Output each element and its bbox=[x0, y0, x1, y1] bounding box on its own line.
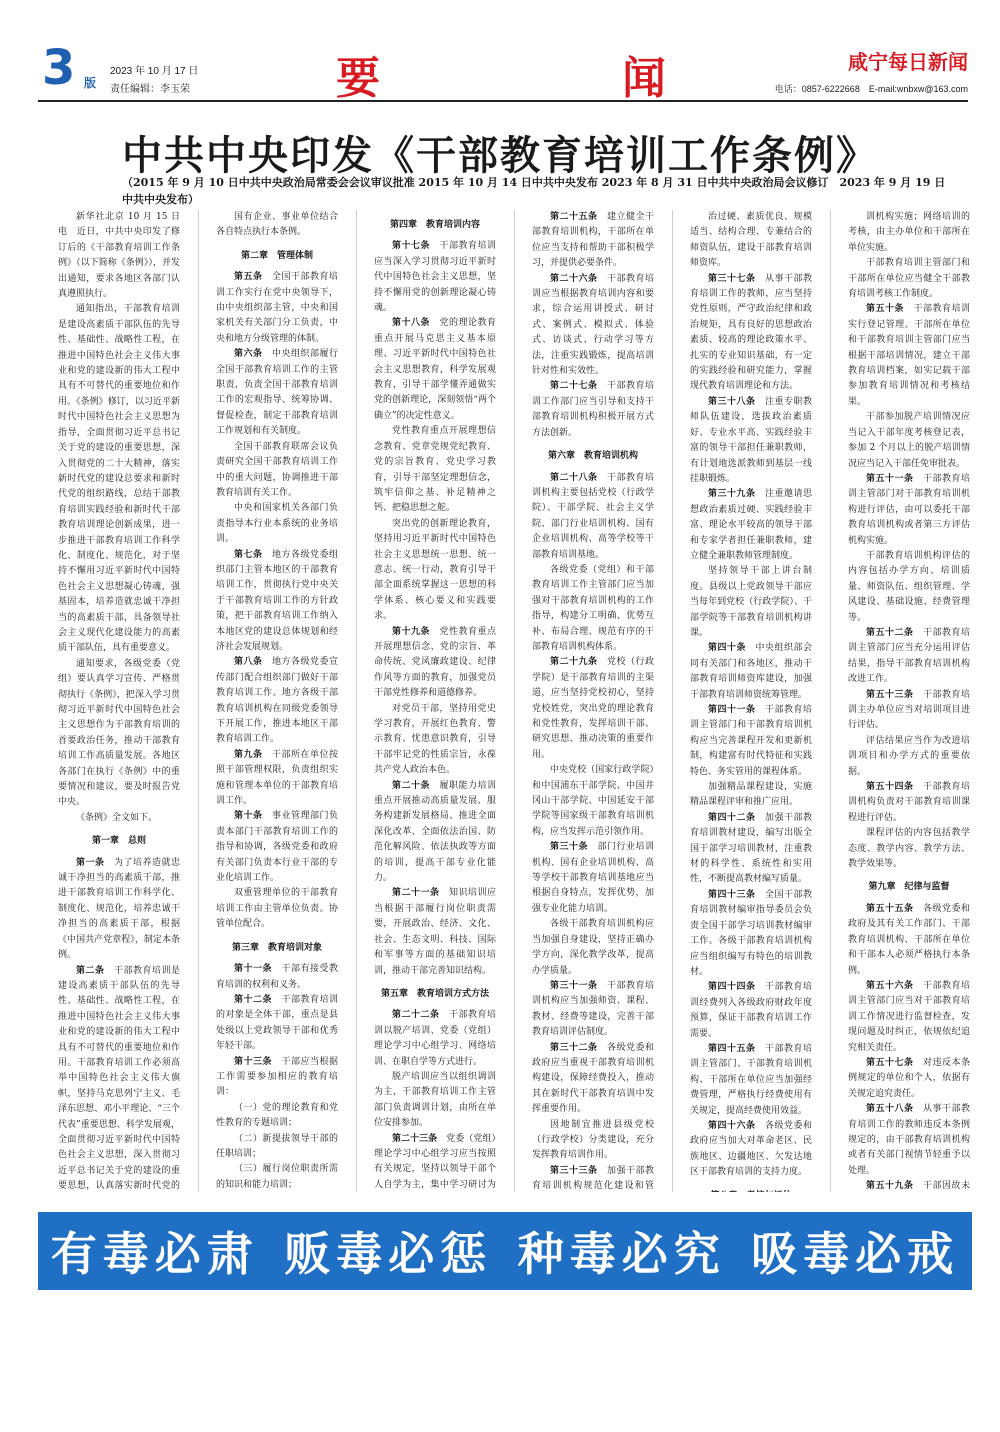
article-number: 第四十三条 bbox=[708, 889, 756, 900]
paragraph-text: 党性教育重点开展理想信念教育、党章党规党纪教育、党的宗旨教育、党史学习教育，引导干部坚定理想信念，筑牢信仰之基、补足精神之钙、把稳思想之舵。 bbox=[374, 426, 496, 514]
paragraph-text: 通知指出，干部教育培训是建设高素质干部队伍的先导性、基础性、战略性工程，在推进中国特色社会主义伟大事业和党的建设新的伟大工程中具有不可替代的重要地位和作用。《条例》修订，以习近平新时代中国特色社会主义思想为指导，全面贯彻习近平总书记关于党的建设的重要思想，深入贯彻党的二十大精神，落实新时代党的建设总要求和新时代党的组织路线，总结干部教育培训实践经验和新时代干部教育培训理论创新成果，进一步推进干部教育培训工作科学化、制度化、规范化，对于坚持不懈用习近平新时代中国特色社会主义思想凝心铸魂，强基固本，培养造就忠诚干净担当的高素质干部，具备领导社会主义现代化建设能力的高素质干部队伍，具有重要意义。 bbox=[58, 304, 180, 654]
paragraph-text: 各级党委（党组）和干部教育培训工作主管部门应当加强对干部教育培训机构的工作指导，构建分工明确、优势互补、布局合理、规范有序的干部教育培训机构体系。 bbox=[532, 564, 654, 652]
chapter-heading: 第五章 教育培训方式方法 bbox=[380, 988, 489, 999]
chapter-heading: 第九章 纪律与监督 bbox=[868, 882, 950, 893]
article-paragraph bbox=[374, 239, 496, 316]
article-paragraph bbox=[532, 763, 654, 840]
article-column bbox=[848, 210, 970, 1192]
article-paragraph bbox=[58, 657, 180, 811]
article-paragraph bbox=[532, 1118, 654, 1164]
paragraph-text: 中央组织部履行全国干部教育培训工作的主管职责，负责全国干部教育培训工作的宏观指导、统筹协调、督促检查，制定干部教育培训工作规划和有关制度。 bbox=[216, 349, 338, 437]
article-number: 第二十八条 bbox=[550, 472, 598, 483]
paragraph-text: 事业管理部门负责本部门干部教育培训工作的指导和协调，各级党委和政府有关部门负责本行业干部的专业化培训工作。 bbox=[216, 811, 338, 884]
article-number: 第十二条 bbox=[234, 994, 272, 1005]
article-paragraph bbox=[58, 856, 180, 964]
paragraph-text: 全国干部教育培训教材编审指导委员会负责全国干部学习培训教材编审工作。各级干部教育培训机构应当组织编写有特色的培训教材。 bbox=[690, 889, 812, 977]
article-paragraph bbox=[374, 779, 496, 887]
article-paragraph bbox=[216, 440, 338, 502]
paragraph-text: 评估结果应当作为改进培训项目和办学方式的重要依据。 bbox=[848, 735, 970, 777]
article-paragraph bbox=[848, 626, 970, 688]
paragraph-text: 干部教育培训经费列入各级政府财政年度预算，保证干部教育培训工作需要。 bbox=[690, 982, 812, 1039]
article-paragraph bbox=[216, 210, 338, 241]
newspaper-name: 咸宁每日新闻 bbox=[848, 50, 968, 74]
article-paragraph bbox=[216, 1132, 338, 1163]
article-paragraph bbox=[58, 302, 180, 656]
article-paragraph bbox=[690, 395, 812, 487]
article-number: 第十一条 bbox=[234, 964, 272, 975]
paragraph-text: 干部应当根据工作需要参加相应的教育培训： bbox=[216, 1056, 338, 1098]
article-paragraph bbox=[532, 655, 654, 763]
paragraph-text: 干部教育培训机构应当加强师资、课程、教材、经费等建设，完善干部教育培训评估制度。 bbox=[532, 980, 654, 1038]
article-number: 第八条 bbox=[234, 657, 263, 668]
article-paragraph bbox=[216, 748, 338, 810]
paragraph-text: 中央党校（国家行政学院）和中国浦东干部学院、中国井冈山干部学院、中国延安干部学院等国家级干部教育培训机构，应当发挥示范引领作用。 bbox=[532, 765, 654, 837]
slogan-phrase-4: 吸毒必戒 bbox=[751, 1227, 960, 1281]
article-number: 第二十九条 bbox=[550, 657, 598, 668]
paragraph-text: 干部所在单位按照干部管理权限，负责组织实施和管理本单位的干部教育培训工作。 bbox=[216, 749, 338, 807]
paragraph-text: 党校（行政学院）是干部教育培训的主渠道，应当坚持党校初心，坚持党校姓党，突出党的理论教育和党性教育，发挥培训干部、研究思想、推动决策的重要作用。 bbox=[532, 657, 654, 760]
article-paragraph bbox=[532, 471, 654, 563]
paragraph-text: 新华社北京 10 月 15 日电 近日，中共中央印发了修订后的《干部教育培训工作条例》（以下简称《条例》），并发出通知，要求各地区各部门认真遵照执行。 bbox=[58, 212, 180, 300]
paragraph-text: 各级党委和政府应当加大对革命老区、民族地区、边疆地区、欠发达地区干部教育培训的支持力度。 bbox=[690, 1120, 812, 1178]
paragraph-text: 干部教育培训工作部门应当引导和支持干部教育培训机构积极开展方式方法创新。 bbox=[532, 381, 654, 438]
masthead-divider bbox=[38, 100, 968, 102]
article-paragraph bbox=[216, 548, 338, 656]
article-paragraph bbox=[848, 256, 970, 302]
article-body bbox=[58, 210, 970, 1192]
paragraph-text: 中央组织部会同有关部门和各地区，推动干部教育培训师资库建设，加强干部教育培训师资统筹管理。 bbox=[690, 643, 812, 700]
article-paragraph bbox=[532, 272, 654, 380]
chapter-heading: 第三章 教育培训对象 bbox=[231, 942, 322, 953]
paragraph-text: （二）新提拔领导干部的任职培训； bbox=[216, 1133, 338, 1159]
article-paragraph bbox=[216, 993, 338, 1055]
article-paragraph bbox=[690, 272, 812, 395]
paragraph-text: 干部教育培训实行登记管理。干部所在单位和干部教育培训主管部门应当根据干部培训情况，建立干部教育培训档案，如实记载干部参加教育培训情况和考核结果。 bbox=[848, 304, 970, 407]
article-paragraph bbox=[216, 1055, 338, 1101]
article-paragraph bbox=[216, 347, 338, 439]
paragraph-text: 全国干部教育联席会议负责研究全国干部教育培训工作中的重大问题，协调推进干部教育培训有关工作。 bbox=[216, 441, 338, 498]
article-paragraph bbox=[848, 1056, 970, 1102]
article-paragraph bbox=[58, 964, 180, 1193]
paragraph-text: 坚持领导干部上讲台制度。县级以上党政领导干部应当每年到党校（行政学院）、干部学院等干部教育培训机构讲课。 bbox=[690, 566, 812, 638]
paragraph-text: 双重管理单位的干部教育培训工作由主管单位负责。协管单位配合。 bbox=[216, 888, 338, 930]
paragraph-text: 干部教育培训主管部门、干部教育培训机构、干部所在单位应当加强经费管理，严格执行经费使用有关规定，提高经费使用效益。 bbox=[690, 1043, 812, 1116]
article-paragraph bbox=[690, 888, 812, 980]
paragraph-text: 课程评估的内容包括教学态度、教学内容、教学方法、教学效果等。 bbox=[848, 828, 970, 870]
article-number: 第九条 bbox=[234, 749, 263, 760]
article-paragraph bbox=[216, 270, 338, 347]
article-number: 第五十二条 bbox=[866, 627, 914, 638]
paragraph-text: 加强干部教育培训教材建设，编写出版全国干部学习培训教材，注重教材的科学性、系统性和实用性，不断提高教材编写质量。 bbox=[690, 812, 812, 885]
article-paragraph bbox=[848, 210, 970, 256]
article-number: 第四十条 bbox=[708, 643, 746, 654]
paragraph-text: 因地制宜推进县级党校（行政学校）分类建设，充分发挥教育培训作用。 bbox=[532, 1119, 654, 1161]
paragraph-text: 《条例》全文如下。 bbox=[76, 812, 158, 823]
paragraph-text: 干部教育培训主管部门应当对干部教育培训工作情况进行监督检查，发现问题及时纠正，依规依纪追究相关责任。 bbox=[848, 980, 970, 1053]
page-suffix: 版 bbox=[84, 76, 97, 90]
article-number: 第五十四条 bbox=[866, 782, 914, 793]
article-paragraph bbox=[848, 302, 970, 410]
article-paragraph bbox=[690, 780, 812, 811]
article-number: 第十条 bbox=[234, 811, 263, 822]
article-paragraph bbox=[532, 1041, 654, 1118]
article-paragraph bbox=[216, 501, 338, 547]
article-number: 第五十条 bbox=[866, 304, 904, 315]
article-paragraph bbox=[848, 1102, 970, 1179]
paragraph-text: （一）党的理论教育和党性教育的专题培训； bbox=[216, 1102, 338, 1129]
chapter-heading: 第四章 教育培训内容 bbox=[389, 220, 480, 230]
article-number: 第五十五条 bbox=[866, 903, 914, 914]
article-number: 第七条 bbox=[234, 549, 263, 560]
paragraph-text: 地方各级党委组织部门主管本地区的干部教育培训工作，贯彻执行党中央关于干部教育培训工作的方针政策，把干部教育培训工作纳入本地区党的建设总体规划和经济社会发展规划。 bbox=[216, 549, 338, 652]
article-column bbox=[532, 210, 654, 1192]
section-title bbox=[336, 42, 666, 106]
article-paragraph bbox=[690, 210, 812, 272]
paragraph-text: 干部教育培训的对象是全体干部，重点是县处级以上党政领导干部和优秀年轻干部。 bbox=[216, 994, 338, 1052]
anti-drug-slogan-banner bbox=[38, 1212, 972, 1290]
article-paragraph bbox=[374, 625, 496, 702]
paragraph-text: 各级党委和政府及其有关工作部门、干部教育培训机构、干部所在单位和干部本人必须严格执行本条例。 bbox=[848, 903, 970, 976]
column-divider bbox=[514, 210, 515, 1192]
article-number: 第二十五条 bbox=[550, 212, 598, 222]
paragraph-text: 干部教育培训主管部门应当充分运用评估结果，指导干部教育培训机构改进工作。 bbox=[848, 627, 970, 685]
article-number: 第三十条 bbox=[550, 842, 588, 853]
paragraph-text: 中央和国家机关各部门负责指导本行业本系统的业务培训。 bbox=[216, 503, 338, 545]
article-paragraph bbox=[690, 1042, 812, 1119]
article-number: 第五十七条 bbox=[866, 1057, 914, 1068]
article-paragraph bbox=[690, 703, 812, 780]
article-paragraph bbox=[690, 1119, 812, 1181]
article-number: 第三十一条 bbox=[550, 980, 598, 991]
article-paragraph bbox=[532, 1164, 654, 1192]
article-number: 第二十六条 bbox=[550, 273, 598, 284]
paragraph-text: （三）履行岗位职责所需的知识和能力培训； bbox=[216, 1164, 338, 1190]
article-number: 第二十三条 bbox=[392, 1133, 438, 1144]
article-paragraph bbox=[216, 886, 338, 932]
article-number: 第五十六条 bbox=[866, 980, 914, 991]
article-number: 第四十二条 bbox=[708, 812, 756, 823]
paragraph-text: 建立健全干部教育培训机构，干部所在单位应当支持和帮助干部积极学习，并提供必要条件。 bbox=[532, 212, 654, 269]
article-paragraph bbox=[532, 840, 654, 917]
article-number: 第四十一条 bbox=[708, 705, 756, 715]
article-number: 第二十一条 bbox=[392, 888, 440, 899]
paragraph-text: 干部因故未 bbox=[922, 1181, 970, 1192]
article-paragraph bbox=[374, 702, 496, 779]
paragraph-text: 履职能力培训重点开展推动高质量发展、服务构建新发展格局、推进全面深化改革、全面依法治国、防范化解风险、依法执政等方面的培训，提高干部专业化能力。 bbox=[374, 780, 496, 884]
paragraph-text: 干部教育培训主管部门对干部教育培训机构进行评估，由可以委托干部教育培训机构或者第三方评估机构实施。 bbox=[848, 473, 970, 546]
article-paragraph bbox=[532, 917, 654, 979]
article-number: 第五十八条 bbox=[866, 1104, 914, 1115]
paragraph-text: 脱产培训应当以组织调训为主，干部教育培训工作主管部门负责调训计划，由所在单位安排参加。 bbox=[374, 1071, 496, 1129]
article-number: 第二十七条 bbox=[550, 381, 598, 392]
article-number: 第三十八条 bbox=[708, 396, 756, 407]
article-paragraph bbox=[690, 980, 812, 1042]
paragraph-text: 干部教育培训是建设高素质干部队伍的先导性、基础性、战略性工程，在推进中国特色社会主义伟大事业和党的建设新的伟大工程中具有不可替代的重要地位和作用。干部教育培训工作必须高举中国特色社会主义伟大旗帜，坚持马克思列宁主义、毛泽东思想、邓小平理论、“三个代表”重要思想、科学发展观，全面贯彻习近平新时代中国特色社会主义思想，深入贯彻习近平总书记关于党的建设的重要思想，认真落实新时代党的 bbox=[58, 965, 180, 1192]
paragraph-text: 地方各级党委宣传部门配合组织部门做好干部教育培训工作。地方各级干部教育培训机构在同级党委领导下开展工作，推进本地区干部教育培训工作。 bbox=[216, 657, 338, 745]
article-paragraph bbox=[58, 811, 180, 826]
article-column bbox=[58, 210, 180, 1192]
article-number: 第五条 bbox=[234, 272, 263, 283]
paragraph-text: 知识培训应当根据干部履行岗位职责需要，开展政治、经济、文化、社会、生态文明、科技、国际和军事等方面的基础知识培训，推动干部完善知识结构。 bbox=[374, 888, 496, 976]
article-paragraph bbox=[216, 1101, 338, 1132]
article-number: 第三十九条 bbox=[708, 489, 756, 500]
article-number: 第十七条 bbox=[392, 241, 430, 252]
paragraph-text: 全国干部教育培训工作实行在党中央领导下，由中央组织部主管，中央和国家机关有关部门分工负责，中央和地方分级管理的体制。 bbox=[216, 272, 338, 344]
article-paragraph bbox=[848, 734, 970, 780]
paragraph-text: 各级党委和政府应当重视干部教育培训机构建设，保障经费投入，推动其在新时代干部教育培训中发挥重要作用。 bbox=[532, 1042, 654, 1115]
article-paragraph bbox=[374, 316, 496, 424]
article-number: 第四十五条 bbox=[708, 1043, 756, 1054]
article-paragraph bbox=[848, 979, 970, 1056]
paragraph-text: 治过硬、素质优良、规模适当、结构合理、专兼结合的师资队伍，建设干部教育培训师资库。 bbox=[690, 212, 812, 269]
paragraph-text: 从事干部教育培训工作的教师违反本条例规定的，由干部教育培训机构或者有关部门视情节轻重予以处理。 bbox=[848, 1104, 970, 1176]
paragraph-text: 干部有接受教育培训的权利和义务。 bbox=[216, 964, 338, 990]
article-number: 第二条 bbox=[76, 965, 105, 976]
section-char-1: 要 bbox=[336, 53, 380, 104]
column-divider bbox=[356, 210, 357, 1192]
paragraph-text: 部门行业培训机构、国有企业培训机构、高等学校干部教育培训基地应当根据自身特点，发挥优势，加强专业化能力培训。 bbox=[532, 842, 654, 914]
article-number: 第五十三条 bbox=[866, 689, 914, 700]
article-paragraph bbox=[848, 780, 970, 826]
contact-info: 电话：0857-6222668 E-mail:wnbxw@163.com bbox=[774, 84, 968, 94]
paragraph-text: 干部教育培训应当深入学习贯彻习近平新时代中国特色社会主义思想，坚持不懈用党的创新理论凝心铸魂。 bbox=[374, 241, 496, 314]
article-number: 第六条 bbox=[234, 349, 263, 360]
column-divider bbox=[672, 210, 673, 1192]
chapter-heading: 第六章 教育培训机构 bbox=[547, 451, 638, 462]
paragraph-text: 注重邀请思想政治素质过硬、实践经验丰富、理论水平较高的领导干部和专家学者担任兼职教师，建立健全兼职教师管理制度。 bbox=[690, 489, 812, 561]
article-column bbox=[690, 210, 812, 1192]
editor-credit: 责任编辑：李玉荣 bbox=[110, 84, 190, 95]
article-paragraph bbox=[532, 379, 654, 441]
headline: 中共中央印发《干部教育培训工作条例》 bbox=[122, 133, 878, 179]
article-paragraph bbox=[374, 517, 496, 625]
chapter-heading bbox=[690, 1189, 812, 1192]
paragraph-text: 注重专职教师队伍建设，选拔政治素质好、专业水平高、实践经验丰富的领导干部担任兼职教师，有计划地选派教师到基层一线挂职锻炼。 bbox=[690, 396, 812, 484]
article-paragraph bbox=[216, 962, 338, 993]
article-number: 第二十条 bbox=[392, 780, 430, 791]
paragraph-text: 干部教育培训机构负责对干部教育培训课程进行评估。 bbox=[848, 782, 970, 823]
article-paragraph bbox=[848, 688, 970, 734]
article-number: 第十九条 bbox=[392, 626, 430, 637]
article-number: 第三十七条 bbox=[708, 273, 756, 284]
article-paragraph bbox=[532, 979, 654, 1041]
paragraph-text: 为了培养造就忠诚干净担当的高素质干部，推进干部教育培训工作科学化、制度化、规范化，培养忠诚干净担当的高素质干部，根据《中国共产党章程》，制定本条例。 bbox=[58, 857, 180, 961]
article-paragraph bbox=[216, 809, 338, 886]
column-divider bbox=[198, 210, 199, 1192]
article-number: 第五十九条 bbox=[866, 1181, 914, 1192]
article-paragraph bbox=[374, 1132, 496, 1192]
article-paragraph bbox=[532, 210, 654, 272]
article-number: 第三十三条 bbox=[550, 1165, 598, 1176]
paragraph-text: 党性教育重点开展理想信念、党的宗旨、革命传统、党风廉政建设、纪律作风等方面的教育，加强党员干部党性修养和道德修养。 bbox=[374, 626, 496, 699]
article-paragraph bbox=[848, 826, 970, 872]
article-paragraph bbox=[374, 886, 496, 978]
article-paragraph bbox=[848, 1179, 970, 1192]
paragraph-text: 国有企业、事业单位结合各自特点执行本条例。 bbox=[216, 212, 338, 238]
article-paragraph bbox=[532, 563, 654, 655]
slogan-phrase-2: 贩毒必惩 bbox=[284, 1227, 493, 1281]
page-number: 3 bbox=[42, 40, 76, 96]
paragraph-text: 通知要求，各级党委（党组）要认真学习宣传、严格贯彻执行《条例》，把深入学习贯彻习近平新时代中国特色社会主义思想作为干部教育培训的首要政治任务，推动干部教育培训工作高质量发展。各地区各部门在执行《条例》中的重要情况和建议，要及时报告党中央。 bbox=[58, 658, 180, 808]
chapter-heading: 第一章 总则 bbox=[91, 836, 146, 847]
chapter-heading: 第二章 管理体制 bbox=[240, 250, 313, 261]
article-paragraph bbox=[848, 902, 970, 979]
article-number: 第十三条 bbox=[234, 1056, 272, 1067]
paragraph-text: 各级干部教育培训机构应当加强自身建设，坚持正确办学方向，深化教学改革，提高办学质量。 bbox=[532, 919, 654, 976]
article-number: 第一条 bbox=[76, 857, 105, 868]
article-paragraph bbox=[58, 210, 180, 302]
article-paragraph bbox=[690, 811, 812, 888]
paragraph-text: 干部教育培训主办单位应当对培训项目进行评估。 bbox=[848, 689, 970, 731]
paragraph-text: 加强精品课程建设，实施精品课程评审和推广应用。 bbox=[690, 782, 812, 808]
article-paragraph bbox=[690, 487, 812, 564]
slogan-phrase-3: 种毒必究 bbox=[517, 1227, 726, 1281]
paragraph-text: 党委（党组）理论学习中心组学习应当按照有关规定，坚持以领导干部个人自学为主，集中学习研讨为 bbox=[374, 1133, 496, 1190]
slogan-phrase-1: 有毒必肃 bbox=[50, 1227, 259, 1281]
article-paragraph bbox=[690, 641, 812, 703]
paragraph-text: 干部教育培训主管部门和干部教育培训机构应当完善课程开发和更新机制，构建富有时代特征和实践特色、务实管用的课程体系。 bbox=[690, 705, 812, 777]
paragraph-text: 从事干部教育培训工作的教师，应当坚持党性原则，严守政治纪律和政治规矩，具有良好的思想政治素质、较高的理论政策水平、扎实的专业知识基础，有一定的实践经验和研究能力，掌握现代教育培训理论和方法。 bbox=[690, 273, 812, 392]
paragraph-text: 干部参加脱产培训情况应当记入干部年度考核登记表，参加 2 个月以上的脱产培训情况应当记入干部任免审批表。 bbox=[848, 412, 970, 469]
article-column bbox=[216, 210, 338, 1192]
article-number: 第四十四条 bbox=[708, 982, 756, 993]
article-paragraph bbox=[374, 424, 496, 516]
paragraph-text: 党的理论教育重点开展马克思主义基本原理、习近平新时代中国特色社会主义思想教育，科学发展观教育，引导干部学懂弄通做实党的创新理论，深刻领悟“两个确立”的决定性意义。 bbox=[374, 318, 496, 421]
paragraph-text: 干部教育培训机构评估的内容包括办学方向、培训质量、师资队伍、组织管理、学风建设、基础设施、经费管理等。 bbox=[848, 550, 970, 623]
paragraph-text: 对违反本条例规定的单位和个人，依据有关规定追究责任。 bbox=[848, 1057, 970, 1099]
paragraph-text: 干部教育培训应当根据教育培训内容和要求，综合运用讲授式、研讨式、案例式、模拟式、体验式、访谈式、行动学习等方法，注重实践锻炼，提高培训针对性和实效性。 bbox=[532, 273, 654, 377]
article-paragraph bbox=[374, 1008, 496, 1070]
paragraph-text: 干部教育培训主管部门和干部所在单位应当健全干部教育培训考核工作制度。 bbox=[848, 258, 970, 300]
article-paragraph bbox=[848, 472, 970, 549]
article-number: 第四十六条 bbox=[708, 1120, 756, 1131]
section-char-2: 闻 bbox=[622, 53, 666, 104]
paragraph-text: 突出党的创新理论教育，坚持用习近平新时代中国特色社会主义思想统一思想、统一意志、统一行动，教育引导干部全面系统掌握这一思想的科学体系、核心要义和实践要求。 bbox=[374, 518, 496, 622]
paragraph-text: 加强干部教育培训机构规范化建设和管 bbox=[532, 1165, 654, 1192]
issue-date: 2023 年 10 月 17 日 bbox=[110, 66, 199, 77]
column-divider bbox=[830, 210, 831, 1192]
paragraph-text: 对党员干部，坚持用党史学习教育，开展红色教育、警示教育、忧患意识教育，引导干部牢记党的性质宗旨，永葆共产党人政治本色。 bbox=[374, 703, 496, 776]
masthead bbox=[38, 40, 968, 104]
article-paragraph bbox=[690, 564, 812, 641]
paragraph-text: 干部教育培训以脱产培训、党委（党组）理论学习中心组学习、网络培训、在职自学等方式进行。 bbox=[374, 1010, 496, 1067]
article-number: 第五十一条 bbox=[866, 473, 914, 484]
article-paragraph bbox=[374, 1070, 496, 1132]
article-number: 第三十二条 bbox=[550, 1042, 598, 1053]
subheadline: （2015 年 9 月 10 日中共中央政治局常委会会议审议批准 2015 年 10 月 14 日中共中央发布 2023 年 8 月 31 日中共中央政治局会议修订 2023 年 9 月 19 日中共中央发布） bbox=[122, 176, 946, 206]
article-paragraph bbox=[848, 410, 970, 472]
article-number: 第十八条 bbox=[392, 318, 430, 329]
article-paragraph bbox=[216, 655, 338, 747]
paragraph-text: 干部教育培训机构主要包括党校（行政学院）、干部学院、社会主义学院、部门行业培训机构、国有企业培训机构、高等学校等干部教育培训基地。 bbox=[532, 472, 654, 560]
article-paragraph bbox=[216, 1162, 338, 1192]
article-paragraph bbox=[848, 549, 970, 626]
article-column bbox=[374, 210, 496, 1192]
paragraph-text: 训机构实施；网络培训的考核，由主办单位和干部所在单位实施。 bbox=[848, 212, 970, 253]
article-number: 第二十二条 bbox=[392, 1010, 440, 1021]
